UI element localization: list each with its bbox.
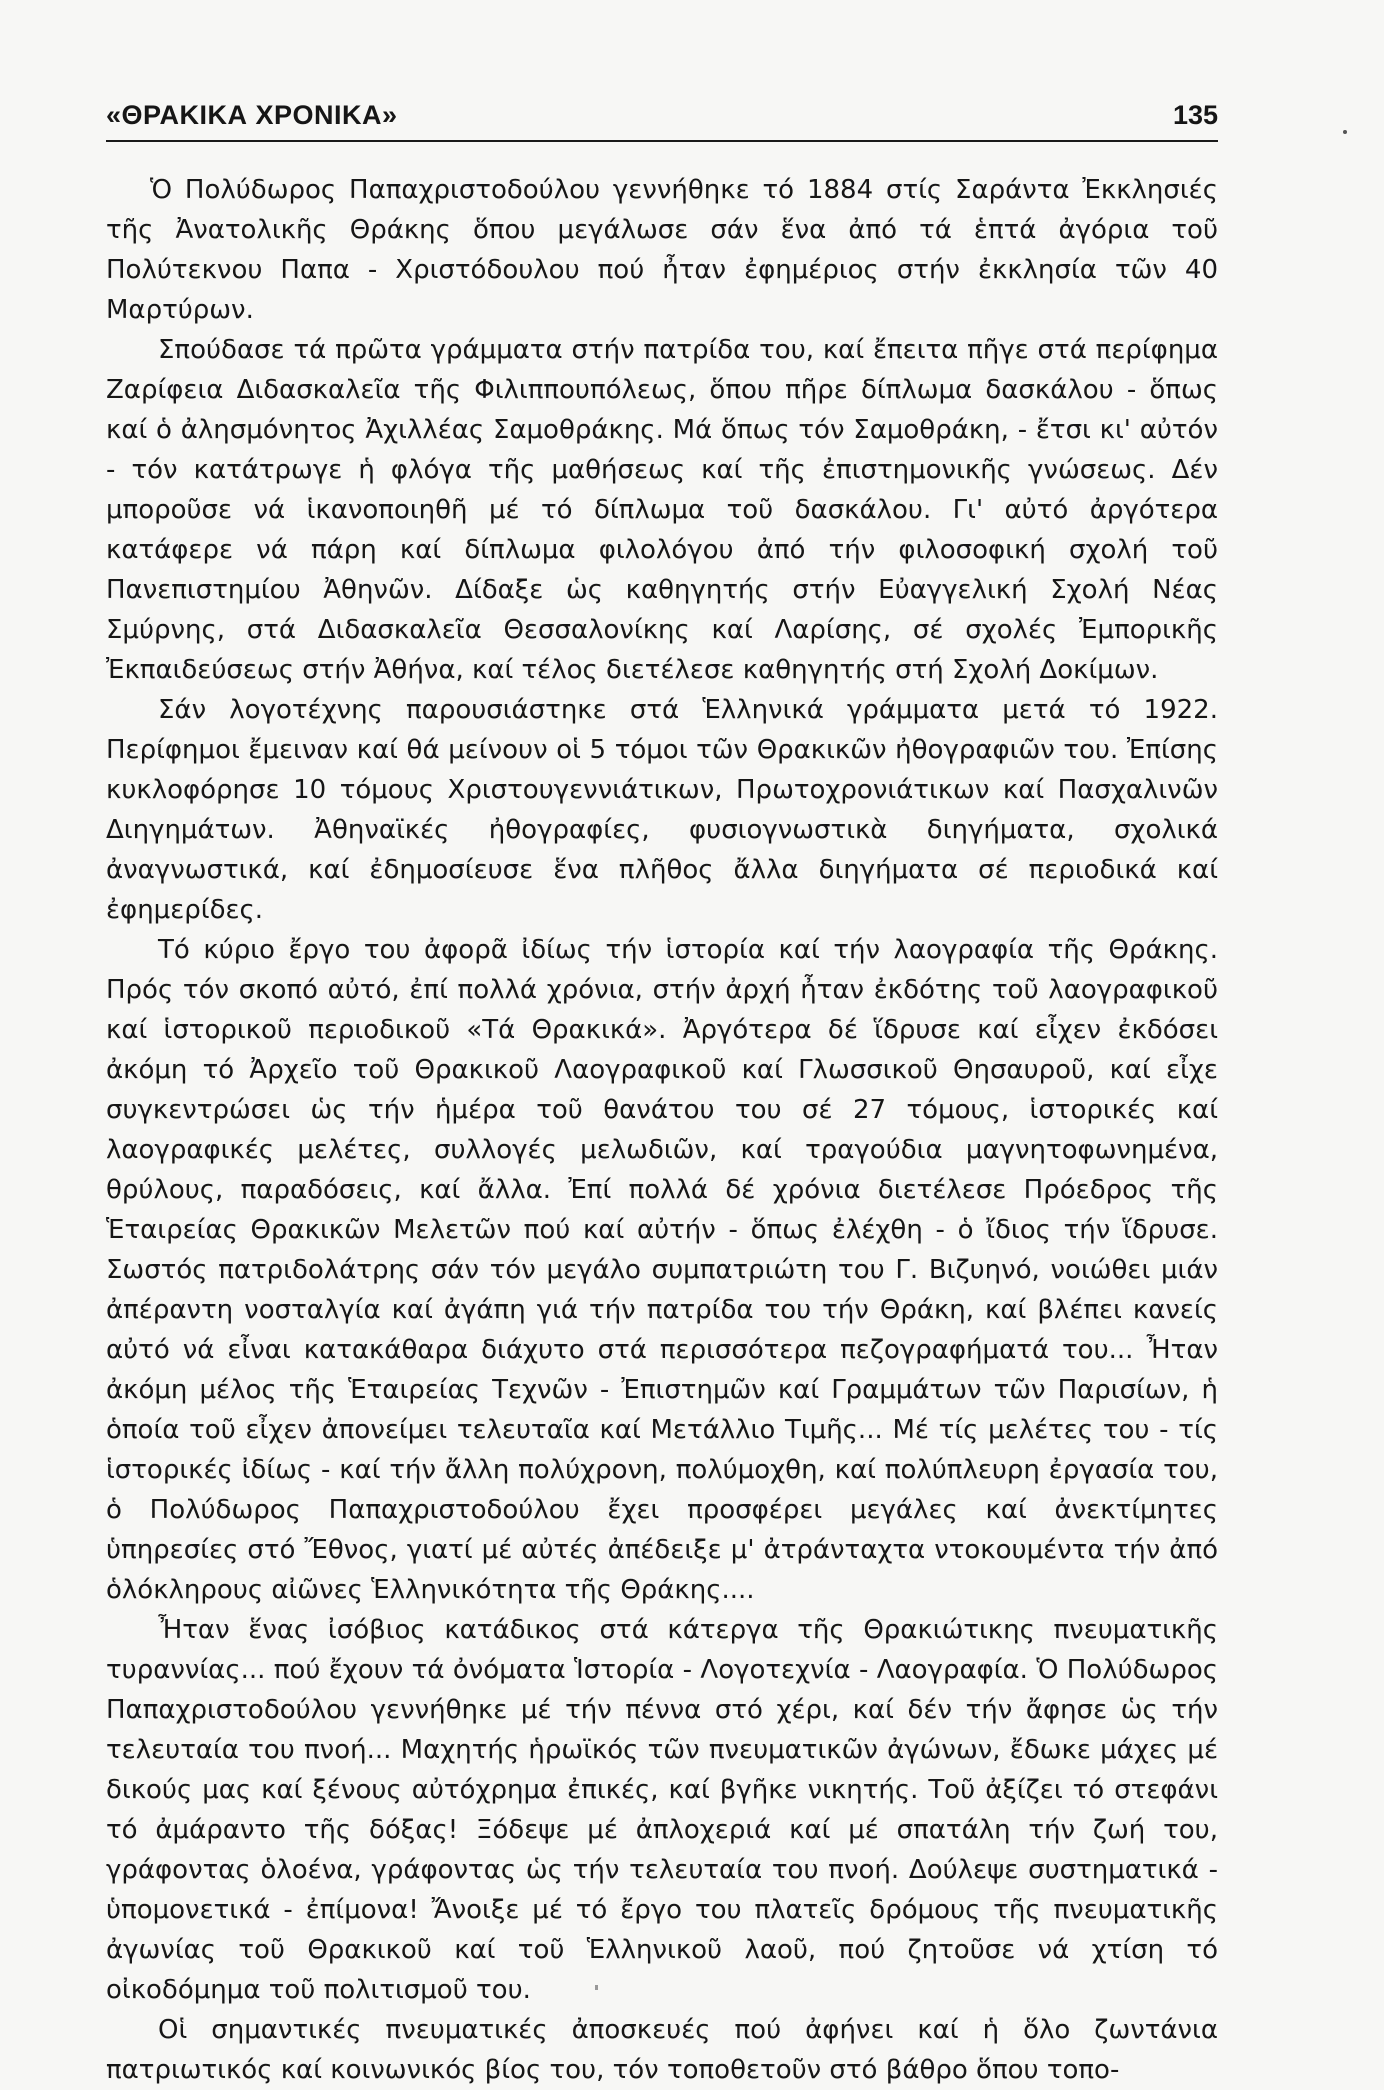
print-speck (595, 1985, 598, 1990)
header-rule (106, 140, 1218, 142)
paragraph-6: Οἱ σημαντικές πνευματικές ἀποσκευές πού ἀφήνει καί ἡ ὅλο ζωντάνια πατριωτικός καί κοινωνικός βίος του, τόν τοποθετοῦν στό βάθρο ὅπου τοπο- (106, 2015, 1218, 2085)
paragraph-3: Σάν λογοτέχνης παρουσιάστηκε στά Ἑλληνικά γράμματα μετά τό 1922. Περίφημοι ἔμειναν καί θά μείνουν οἱ 5 τόμοι τῶν Θρακικῶν ἠθογραφιῶν του. Ἐπίσης κυκλοφόρησε 10 τόμους Χριστουγεννιάτικων, Πρωτοχρονιάτικων καί Πασχαλινῶν Διηγημάτων. Ἀθηναϊκές ἠθογραφίες, φυσιογνωστικὰ διηγήματα, σχολικά ἀναγνωστικά, καί ἐδημοσίευσε ἕνα πλῆθος ἄλλα διηγήματα σέ περιοδικά καί ἐφημερίδες. (106, 695, 1218, 925)
paragraph-1: Ὁ Πολύδωρος Παπαχριστοδούλου γεννήθηκε τό 1884 στίς Σαράντα Ἐκκλησιές τῆς Ἀνατολικῆς Θράκης ὅπου μεγάλωσε σάν ἕνα ἀπό τά ἑπτά ἀγόρια τοῦ Πολύτεκνου Παπα - Χριστόδουλου πού ἦταν ἐφημέριος στήν ἐκκλησία τῶν 40 Μαρτύρων. (106, 175, 1218, 325)
page-header (106, 100, 1218, 144)
margin-dot (1343, 130, 1347, 134)
paragraph-5: Ἦταν ἕνας ἰσόβιος κατάδικος στά κάτεργα τῆς Θρακιώτικης πνευματικῆς τυραννίας... πού ἔχουν τά ὀνόματα Ἱστορία - Λογοτεχνία - Λαογραφία. Ὁ Πολύδωρος Παπαχριστοδούλου γεννήθηκε μέ τήν πέννα στό χέρι, καί δέν τήν ἄφησε ὡς τήν τελευταία του πνοή... Μαχητής ἡρωϊκός τῶν πνευματικῶν ἀγώνων, ἔδωκε μάχες μέ δικούς μας καί ξένους αὐτόχρημα ἐπικές, καί βγῆκε νικητής. Τοῦ ἀξίζει τό στεφάνι τό ἀμάραντο τῆς δόξας! Ξόδεψε μέ ἀπλοχεριά καί μέ σπατάλη τήν ζωή του, γράφοντας ὁλοένα, γράφοντας ὡς τήν τελευταία του πνοή. Δούλεψε συστηματικά - ὑπομονετικά - ἐπίμονα! Ἄνοιξε μέ τό ἔργο του πλατεῖς δρόμους τῆς πνευματικῆς ἀγωνίας τοῦ Θρακικοῦ καί τοῦ Ἑλληνικοῦ λαοῦ, πού ζητοῦσε νά χτίση τό οἰκοδόμημα τοῦ πολιτισμοῦ του. (106, 1615, 1218, 2005)
page-number: 135 (1172, 100, 1218, 130)
running-title: «ΘΡΑΚΙΚΑ ΧΡΟΝΙΚΑ» (106, 100, 398, 130)
paragraph-4: Τό κύριο ἔργο του ἀφορᾶ ἰδίως τήν ἱστορία καί τήν λαογραφία τῆς Θράκης. Πρός τόν σκοπό αὐτό, ἐπί πολλά χρόνια, στήν ἀρχή ἦταν ἐκδότης τοῦ λαογραφικοῦ καί ἱστορικοῦ περιοδικοῦ «Τά Θρακικά». Ἀργότερα δέ ἵδρυσε καί εἶχεν ἐκδόσει ἀκόμη τό Ἀρχεῖο τοῦ Θρακικοῦ Λαογραφικοῦ καί Γλωσσικοῦ Θησαυροῦ, καί εἶχε συγκεντρώσει ὡς τήν ἡμέρα τοῦ θανάτου του σέ 27 τόμους, ἱστορικές καί λαογραφικές μελέτες, συλλογές μελωδιῶν, καί τραγούδια μαγνητοφωνημένα, θρύλους, παραδόσεις, καί ἄλλα. Ἐπί πολλά δέ χρόνια διετέλεσε Πρόεδρος τῆς Ἑταιρείας Θρακικῶν Μελετῶν πού καί αὐτήν - ὅπως ἐλέχθη - ὁ ἴδιος τήν ἵδρυσε. Σωστός πατριδολάτρης σάν τόν μεγάλο συμπατριώτη του Γ. Βιζυηνό, νοιώθει μιάν ἀπέραντη νοσταλγία καί ἀγάπη γιά τήν πατρίδα του τήν Θράκη, καί βλέπει κανείς αὐτό νά εἶναι κατακάθαρα διάχυτο στά περισσότερα πεζογραφήματά του... Ἦταν ἀκόμη μέλος τῆς Ἑταιρείας Τεχνῶν - Ἐπιστημῶν καί Γραμμάτων τῶν Παρισίων, ἡ ὁποία τοῦ εἶχεν ἀπονείμει τελευταῖα καί Μετάλλιο Τιμῆς... Μέ τίς μελέτες του - τίς ἱστορικές ἰδίως - καί τήν ἄλλη πολύχρονη, πολύμοχθη, καί πολύπλευρη ἐργασία του, ὁ Πολύδωρος Παπαχριστοδούλου ἔχει προσφέρει μεγάλες καί ἀνεκτίμητες ὑπηρεσίες στό Ἔθνος, γιατί μέ αὐτές ἀπέδειξε μ' ἀτράνταχτα ντοκουμέντα τήν ἀπό ὁλόκληρους αἰῶνες Ἑλληνικότητα τῆς Θράκης.... (106, 935, 1218, 1605)
paragraph-2: Σπούδασε τά πρῶτα γράμματα στήν πατρίδα του, καί ἔπειτα πῆγε στά περίφημα Ζαρίφεια Διδασκαλεῖα τῆς Φιλιππουπόλεως, ὅπου πῆρε δίπλωμα δασκάλου - ὅπως καί ὁ ἀλησμόνητος Ἀχιλλέας Σαμοθράκης. Μά ὅπως τόν Σαμοθράκη, - ἔτσι κι' αὐτόν - τόν κατάτρωγε ἡ φλόγα τῆς μαθήσεως καί τῆς ἐπιστημονικῆς γνώσεως. Δέν μποροῦσε νά ἱκανοποιηθῆ μέ τό δίπλωμα τοῦ δασκάλου. Γι' αὐτό ἀργότερα κατάφερε νά πάρη καί δίπλωμα φιλολόγου ἀπό τήν φιλοσοφική σχολή τοῦ Πανεπιστημίου Ἀθηνῶν. Δίδαξε ὡς καθηγητής στήν Εὐαγγελική Σχολή Νέας Σμύρνης, στά Διδασκαλεῖα Θεσσαλονίκης καί Λαρίσης, σέ σχολές Ἐμπορικῆς Ἐκπαιδεύσεως στήν Ἀθήνα, καί τέλος διετέλεσε καθηγητής στή Σχολή Δοκίμων. (106, 335, 1218, 685)
article-body (106, 170, 1218, 2090)
